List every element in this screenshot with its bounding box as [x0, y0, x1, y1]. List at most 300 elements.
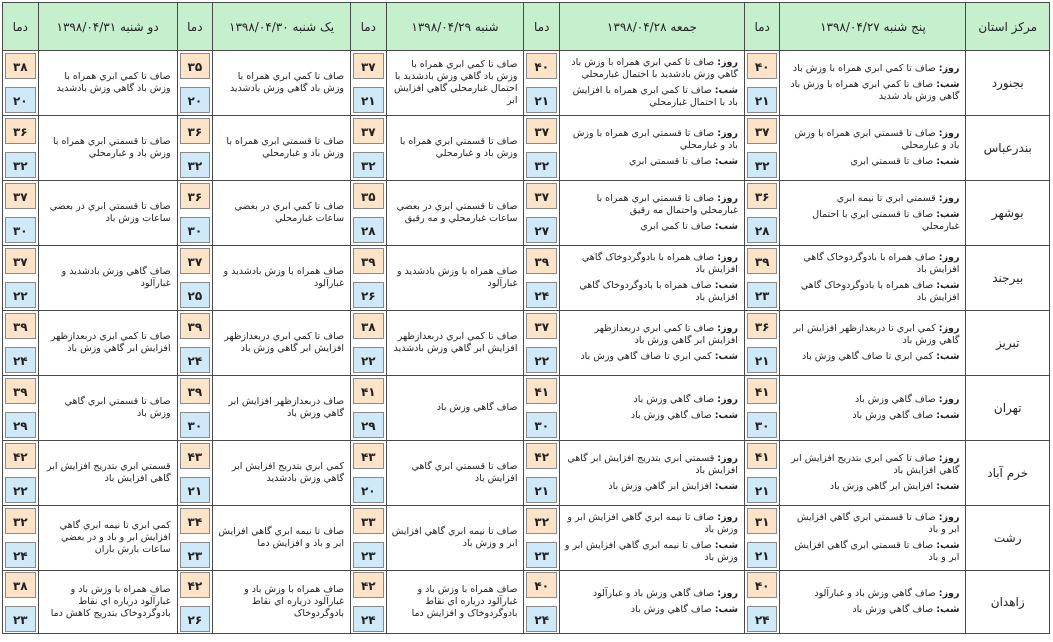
night-text: افزايش ابر گاهي وزش باد [829, 481, 934, 492]
temp-pair [351, 247, 386, 309]
temp-cell [177, 116, 213, 181]
night-label: شب: [714, 540, 738, 551]
temp-pair [178, 247, 213, 309]
forecast-text: صاف تا کمي ابري دربعدازظهر افزايش ابر گاهي وزش باد [50, 331, 171, 354]
temp-header: دما [177, 3, 213, 51]
table-row [3, 51, 1050, 116]
min-temp: ۲۶ [353, 282, 384, 308]
forecast-cell [213, 311, 351, 376]
forecast-text: کمي ابري تا نيمه ابري گاهي افزايش ابر و باد و در بعضي ساعات بارش باران [59, 520, 171, 555]
night-forecast [783, 280, 959, 304]
forecast-cell [559, 116, 744, 181]
temp-cell [524, 571, 560, 634]
min-temp: ۲۲ [5, 477, 36, 503]
min-temp: ۲۴ [5, 347, 36, 373]
day-label: روز: [717, 193, 738, 204]
temp-pair [3, 442, 38, 504]
province-name: بوشهر [966, 181, 1050, 246]
day-text: صاف تا کمي ابري همراه با وزش باد [792, 63, 936, 74]
max-temp: ۳۷ [526, 183, 557, 209]
forecast-cell [386, 246, 524, 311]
table-row [3, 311, 1050, 376]
max-temp: ۳۲ [5, 508, 36, 534]
forecast-cell [38, 311, 177, 376]
forecast-text: صاف همراه با وزش باد و غبارآلود درياره اي نقاط بادوگردوخاک [244, 584, 345, 619]
temp-cell [524, 506, 560, 571]
temp-pair [351, 312, 386, 374]
night-label: شب: [714, 351, 738, 362]
day-label: روز: [938, 512, 960, 523]
min-temp: ۳۲ [180, 152, 211, 178]
max-temp: ۳۶ [180, 118, 211, 144]
temp-cell [3, 246, 39, 311]
forecast-cell [386, 441, 524, 506]
night-label: شب: [714, 410, 738, 421]
forecast-text: صاف تا کمي ابري همراه با وزش باد گاهي وزش بادشديد با احتمال غبارمحلي گاهي افزايش ابر [393, 59, 518, 106]
temp-cell [177, 571, 213, 634]
night-forecast [783, 604, 959, 616]
day-label: روز: [717, 453, 738, 464]
night-text: صاف گاهي وزش باد [852, 604, 934, 615]
temp-cell [524, 51, 560, 116]
max-temp: ۴۱ [526, 378, 557, 404]
night-text: کمي ابري تا صاف گاهي وزش باد [580, 351, 712, 362]
day-forecast [783, 323, 959, 347]
forecast-cell [38, 441, 177, 506]
province-name: بيرجند [966, 246, 1050, 311]
min-temp: ۲۲ [353, 347, 384, 373]
min-temp: ۲۴ [747, 606, 778, 632]
temp-pair [3, 52, 38, 114]
max-temp: ۳۶ [5, 118, 36, 144]
temp-pair [178, 377, 213, 439]
forecast-text: صاف تا قسمتي ابري در بعضي ساعات وزش باد [49, 201, 171, 224]
temp-cell [3, 571, 39, 634]
forecast-cell [780, 51, 966, 116]
table-row [3, 506, 1050, 571]
day-text: صاف گاهي وزش باد و غبارآلود [814, 588, 936, 599]
temp-cell [3, 376, 39, 441]
max-temp: ۳۵ [180, 53, 211, 79]
day-text: صاف همراه با بادوگردوخاک گاهي افزايش باد [803, 252, 960, 275]
min-temp: ۲۱ [526, 87, 557, 113]
forecast-text: صاف گاهي وزش بادشديد و غبارآلود [61, 266, 171, 289]
min-temp: ۳۲ [5, 152, 36, 178]
temp-cell [3, 506, 39, 571]
day-text: قسمتي ابري تا نيمه ابري [836, 193, 936, 204]
min-temp: ۳۰ [180, 412, 211, 438]
min-temp: ۲۳ [5, 606, 36, 632]
forecast-text: صاف تا کمي ابري همراه با وزش باد گاهي وزش بادشديد [56, 71, 171, 94]
forecast-cell [780, 246, 966, 311]
forecast-text: صاف تا قسمتي ابري در بعضي ساعات غبارمحلي و مه رقيق [396, 201, 518, 224]
night-label: شب: [714, 85, 738, 96]
min-temp: ۲۲ [526, 347, 557, 373]
min-temp: ۳۲ [747, 152, 778, 178]
temp-pair [178, 52, 213, 114]
temp-pair [745, 182, 780, 244]
temp-cell [351, 376, 387, 441]
max-temp: ۳۶ [747, 183, 778, 209]
temp-cell [177, 51, 213, 116]
max-temp: ۳۷ [353, 53, 384, 79]
max-temp: ۴۱ [353, 378, 384, 404]
min-temp: ۲۴ [5, 542, 36, 568]
max-temp: ۳۹ [747, 248, 778, 274]
day-text: صاف گاهي وزش باد و غبارآلود [592, 588, 715, 599]
max-temp: ۴۲ [353, 572, 384, 598]
day-forecast [563, 588, 738, 600]
max-temp: ۳۷ [526, 118, 557, 144]
min-temp: ۲۳ [526, 542, 557, 568]
day-text: صاف گاهي وزش باد [854, 394, 936, 405]
min-temp: ۲۳ [747, 282, 778, 308]
max-temp: ۳۷ [353, 118, 384, 144]
forecast-text: کمي ابري بتدريج افزايش ابر گاهي وزش بادشديد [231, 461, 345, 484]
night-text: صاف تا قسمتي ابري گاهي افزايش ابر و باد [794, 540, 960, 563]
night-label: شب: [936, 481, 960, 492]
province-name: بجنورد [966, 51, 1050, 116]
temp-pair [524, 377, 559, 439]
max-temp: ۳۱ [747, 508, 778, 534]
forecast-text: صاف تا نيمه ابري گاهي افزايش ابر و باد و افزايش دما [218, 526, 345, 549]
day-label: روز: [938, 453, 960, 464]
table-body [3, 51, 1050, 634]
temp-cell [177, 311, 213, 376]
max-temp: ۳۹ [526, 248, 557, 274]
max-temp: ۳۹ [5, 378, 36, 404]
day-forecast [783, 453, 959, 477]
forecast-cell [780, 506, 966, 571]
day-forecast [783, 63, 959, 75]
temp-cell [744, 246, 780, 311]
forecast-text: صاف همراه با وزش بادشديد و غبارآلود [223, 266, 345, 289]
day-text: صاف تا کمي ابري همراه با وزش باد گاهي وزش بادشديد با احتمال غبارمحلي [571, 57, 738, 80]
night-text: افزايش ابر گاهي وزش باد [608, 481, 712, 492]
day-text: صاف تا قسمتي ابري همراه با وزش باد و غبارمحلي [572, 128, 738, 151]
max-temp: ۳۷ [5, 248, 36, 274]
forecast-cell [559, 441, 744, 506]
forecast-cell [38, 51, 177, 116]
night-label: شب: [936, 209, 960, 220]
day-text: صاف تا قسمتي ابري گاهي افزايش ابر و باد [796, 512, 960, 535]
forecast-cell [780, 376, 966, 441]
temp-cell [177, 506, 213, 571]
night-text: صاف همراه با بادوگردوخاک گاهي افزايش باد [800, 280, 960, 303]
temp-pair [3, 182, 38, 244]
temp-cell [524, 116, 560, 181]
night-forecast [563, 156, 738, 168]
day-forecast [783, 128, 959, 152]
night-label: شب: [936, 351, 960, 362]
temp-pair [178, 182, 213, 244]
forecast-cell [213, 376, 351, 441]
min-temp: ۲۴ [180, 347, 211, 373]
max-temp: ۳۳ [353, 508, 384, 534]
temp-cell [524, 311, 560, 376]
forecast-text: قسمتي ابري بتدريج افزايش ابر گاهي افزايش باد [47, 461, 171, 484]
max-temp: ۴۲ [5, 443, 36, 469]
min-temp: ۲۹ [353, 412, 384, 438]
day-label: روز: [717, 512, 738, 523]
temp-pair [3, 507, 38, 569]
night-label: شب: [714, 604, 738, 615]
max-temp: ۳۹ [353, 248, 384, 274]
night-text: صاف تا کمي ابري همراه با وزش باد گاهي وزش باد شديد [790, 79, 960, 102]
max-temp: ۴۰ [526, 53, 557, 79]
night-forecast [563, 410, 738, 422]
min-temp: ۳۰ [526, 412, 557, 438]
province-name: خرم آباد [966, 441, 1050, 506]
temp-cell [744, 311, 780, 376]
min-temp: ۳۰ [5, 217, 36, 243]
night-label: شب: [714, 156, 738, 167]
temp-pair [524, 52, 559, 114]
forecast-table [2, 2, 1050, 634]
night-forecast [783, 540, 959, 564]
forecast-text: صاف گاهي وزش باد [436, 402, 518, 413]
night-forecast [563, 221, 738, 233]
day-forecast [563, 193, 738, 217]
temp-cell [744, 506, 780, 571]
day-forecast [563, 252, 738, 276]
temp-pair [351, 442, 386, 504]
night-text: صاف تا نيمه ابري گاهي افزايش ابر و وزش باد [564, 540, 738, 563]
temp-cell [351, 311, 387, 376]
max-temp: ۳۷ [526, 313, 557, 339]
forecast-text: صاف تا کمي ابري دربعدازظهر افزايش ابر گاهي وزش باد [224, 331, 345, 354]
forecast-text: صاف دربعدازظهر افزايش ابر گاهي وزش باد [228, 396, 345, 419]
min-temp: ۲۳ [180, 542, 211, 568]
temp-pair [178, 507, 213, 569]
day-label: روز: [938, 128, 960, 139]
forecast-text: صاف همراه با وزش باد و غبارآلود درياره اي نقاط بادوگردوخاک بتدريج کاهش دما [50, 584, 171, 619]
province-name: تهران [966, 376, 1050, 441]
forecast-cell [38, 571, 177, 634]
min-temp: ۲۹ [5, 412, 36, 438]
max-temp: ۴۰ [747, 572, 778, 598]
forecast-text: صاف تا کمي ابري در بعضي ساعات غبارمحلي [234, 201, 345, 224]
max-temp: ۳۲ [526, 508, 557, 534]
day-text: صاف گاهي وزش باد [633, 394, 715, 405]
temp-cell [351, 116, 387, 181]
temp-header: دما [744, 3, 780, 51]
min-temp: ۲۱ [747, 347, 778, 373]
table-row [3, 246, 1050, 311]
day-forecast [563, 453, 738, 477]
night-text: صاف گاهي وزش باد [852, 410, 934, 421]
min-temp: ۲۴ [526, 606, 557, 632]
day-label: روز: [938, 252, 960, 263]
province-name: زاهدان [966, 571, 1050, 634]
max-temp: ۳۷ [747, 118, 778, 144]
night-forecast [563, 540, 738, 564]
province-name: رشت [966, 506, 1050, 571]
night-forecast [783, 351, 959, 363]
max-temp: ۳۹ [5, 313, 36, 339]
night-forecast [783, 481, 959, 493]
night-text: صاف تا قسمتي ابري [850, 156, 934, 167]
forecast-cell [559, 376, 744, 441]
temp-cell [3, 51, 39, 116]
forecast-cell [38, 246, 177, 311]
forecast-cell [38, 376, 177, 441]
night-text: صاف تا کمي ابري همراه با افزايش باد با احتمال غبارمحلي [572, 85, 738, 108]
day-label: روز: [717, 128, 738, 139]
max-temp: ۳۴ [180, 508, 211, 534]
temp-cell [524, 181, 560, 246]
forecast-cell [780, 441, 966, 506]
temp-header: دما [351, 3, 387, 51]
temp-cell [744, 571, 780, 634]
max-temp: ۳۹ [180, 378, 211, 404]
table-row [3, 571, 1050, 634]
max-temp: ۴۱ [747, 378, 778, 404]
forecast-text: صاف تا قسمتي ابري گاهي افزايش باد [411, 461, 518, 484]
day-forecast [563, 57, 738, 81]
forecast-cell [213, 506, 351, 571]
min-temp: ۲۸ [353, 217, 384, 243]
night-text: صاف تا قسمتي ابري با احتمال غبارمحلي [812, 209, 960, 232]
min-temp: ۲۱ [180, 477, 211, 503]
temp-pair [745, 247, 780, 309]
temp-cell [3, 116, 39, 181]
min-temp: ۲۶ [180, 606, 211, 632]
temp-pair [745, 442, 780, 504]
temp-cell [744, 441, 780, 506]
night-text: صاف همراه با بادوگردوخاک گاهي افزايش باد [579, 280, 738, 303]
temp-cell [351, 441, 387, 506]
day-label: روز: [938, 193, 960, 204]
temp-pair [524, 312, 559, 374]
temp-cell [351, 506, 387, 571]
forecast-cell [38, 181, 177, 246]
temp-cell [3, 181, 39, 246]
min-temp: ۲۳ [353, 542, 384, 568]
forecast-text: صاف تا نيمه ابري گاهي افزايش ابر و وزش باد [391, 526, 518, 549]
day-label: روز: [938, 394, 960, 405]
min-temp: ۳۲ [353, 152, 384, 178]
forecast-cell [386, 376, 524, 441]
temp-cell [351, 181, 387, 246]
max-temp: ۴۱ [747, 443, 778, 469]
temp-pair [178, 117, 213, 179]
temp-pair [524, 247, 559, 309]
forecast-cell [213, 441, 351, 506]
forecast-cell [213, 571, 351, 634]
forecast-cell [780, 116, 966, 181]
forecast-cell [386, 51, 524, 116]
day-text: کمي ابري تا دربعدازظهر افزايش ابر گاهي وزش باد [793, 323, 960, 346]
min-temp: ۲۰ [353, 477, 384, 503]
night-label: شب: [936, 604, 960, 615]
min-temp: ۲۰ [5, 87, 36, 113]
temp-cell [351, 246, 387, 311]
day-label: روز: [717, 588, 738, 599]
forecast-cell [559, 506, 744, 571]
temp-pair [351, 507, 386, 569]
forecast-cell [559, 311, 744, 376]
temp-pair [178, 571, 213, 633]
temp-cell [177, 376, 213, 441]
temp-pair [3, 247, 38, 309]
temp-pair [524, 507, 559, 569]
forecast-cell [213, 116, 351, 181]
day-header: شنبه ۱۳۹۸/۰۴/۲۹ [386, 3, 524, 51]
night-label: شب: [936, 79, 960, 90]
min-temp: ۲۴ [526, 282, 557, 308]
day-header: پنج شنبه ۱۳۹۸/۰۴/۲۷ [780, 3, 966, 51]
table-row [3, 376, 1050, 441]
min-temp: ۲۵ [180, 282, 211, 308]
max-temp: ۴۲ [180, 572, 211, 598]
forecast-text: صاف تا قسمتي ابري گاهي وزش باد [64, 396, 171, 419]
temp-cell [744, 116, 780, 181]
forecast-text: صاف همراه با وزش باد و غبارآلود درياره اي نقاط بادوگردوخاک و افزايش دما [411, 584, 518, 619]
day-forecast [563, 512, 738, 536]
night-forecast [783, 156, 959, 168]
night-forecast [563, 85, 738, 109]
day-header: یک شنبه ۱۳۹۸/۰۴/۳۰ [213, 3, 351, 51]
temp-cell [3, 441, 39, 506]
night-text: صاف تا قسمتي ابري [629, 156, 712, 167]
day-label: روز: [938, 63, 960, 74]
temp-pair [745, 117, 780, 179]
day-forecast [783, 394, 959, 406]
temp-pair [745, 52, 780, 114]
night-label: شب: [714, 280, 738, 291]
min-temp: ۲۱ [353, 87, 384, 113]
temp-cell [524, 246, 560, 311]
max-temp: ۳۶ [180, 183, 211, 209]
night-forecast [783, 209, 959, 233]
day-header: جمعه ۱۳۹۸/۰۴/۲۸ [559, 3, 744, 51]
forecast-cell [386, 571, 524, 634]
min-temp: ۳۲ [526, 152, 557, 178]
forecast-text: صاف تا قسمتي ابري همراه با وزش باد و غبارمحلي [226, 136, 345, 159]
temp-pair [524, 182, 559, 244]
forecast-cell [213, 246, 351, 311]
forecast-cell [386, 116, 524, 181]
forecast-cell [780, 181, 966, 246]
day-label: روز: [717, 252, 738, 263]
temp-cell [177, 441, 213, 506]
max-temp: ۴۲ [526, 443, 557, 469]
night-forecast [563, 604, 738, 616]
day-forecast [563, 394, 738, 406]
min-temp: ۲۴ [353, 606, 384, 632]
min-temp: ۲۰ [180, 87, 211, 113]
temp-cell [524, 376, 560, 441]
day-text: صاف تا نيمه ابري گاهي افزايش ابر و وزش باد [567, 512, 738, 535]
province-name: تبريز [966, 311, 1050, 376]
forecast-cell [386, 181, 524, 246]
day-forecast [783, 512, 959, 536]
night-forecast [563, 280, 738, 304]
forecast-text: صاف تا قسمتي ابري همراه با وزش باد و غبارمحلي [52, 136, 171, 159]
day-label: روز: [938, 588, 960, 599]
min-temp: ۲۱ [747, 477, 778, 503]
temp-pair [745, 507, 780, 569]
max-temp: ۴۰ [526, 572, 557, 598]
day-forecast [563, 128, 738, 152]
temp-pair [351, 117, 386, 179]
province-header: مرکز استان [966, 3, 1050, 51]
temp-pair [351, 182, 386, 244]
day-text: قسمتي ابري بتدريج افزايش ابر گاهي افزايش باد [567, 453, 738, 476]
night-text: صاف گاهي وزش باد [630, 410, 712, 421]
temp-cell [744, 376, 780, 441]
